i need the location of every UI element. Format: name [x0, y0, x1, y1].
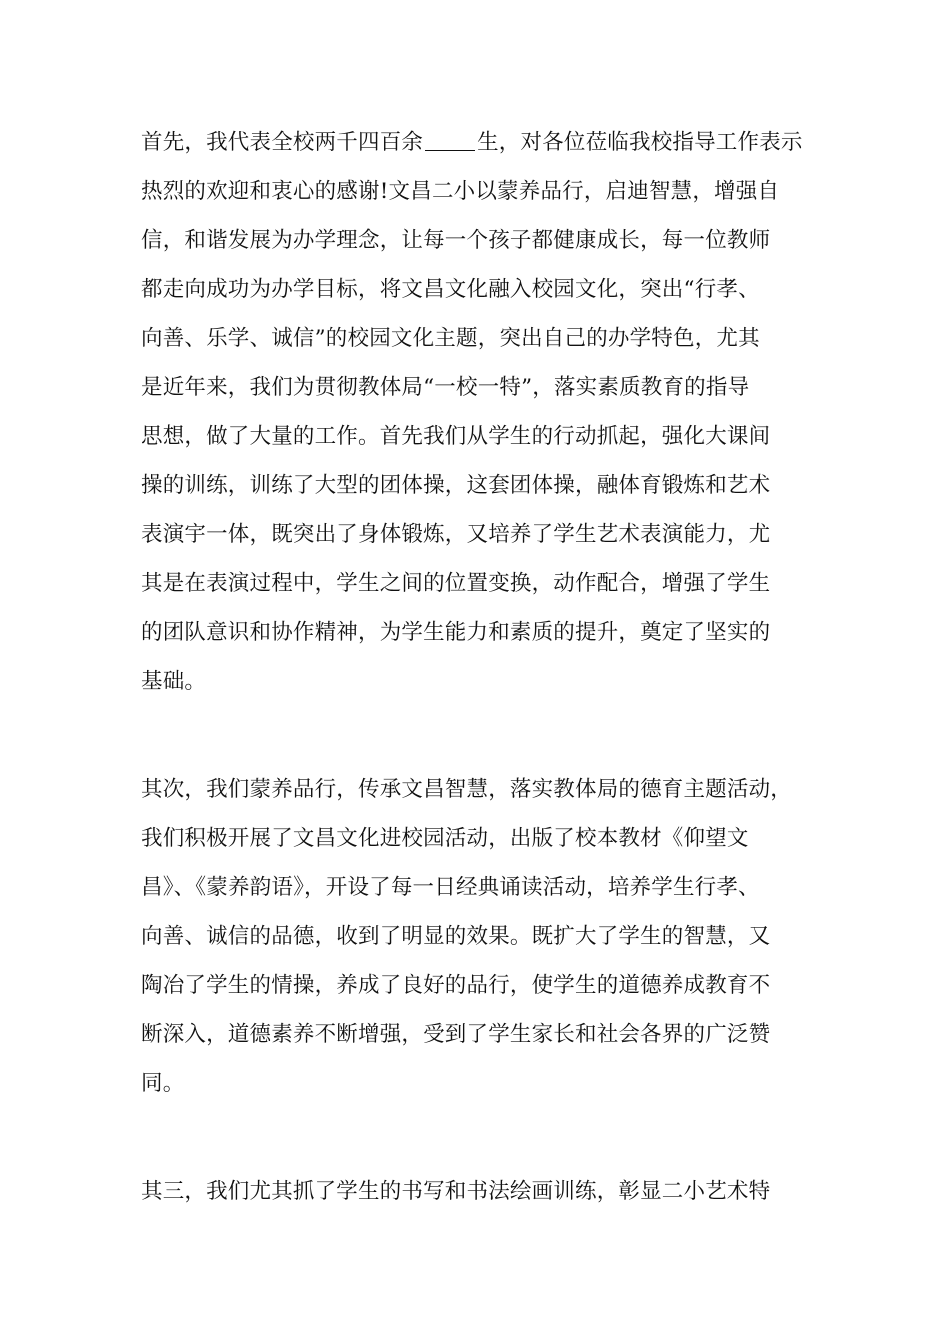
paragraph-line: 基础。: [141, 669, 207, 694]
paragraph-1: [141, 118, 803, 706]
paragraph-line: 热烈的欢迎和衷心的感谢!文昌二小以蒙养品行，启迪智慧，增强自: [141, 179, 780, 204]
paragraph-line: 信，和谐发展为办学理念，让每一个孩子都健康成长，每一位教师: [141, 228, 771, 253]
paragraph-line: 操的训练，训练了大型的团体操，这套团体操，融体育锻炼和艺术: [141, 473, 771, 498]
paragraph-line: 向善、乐学、诚信”的校园文化主题，突出自己的办学特色，尤其: [141, 326, 760, 351]
line-text: 首先，我代表全校两千四百余: [141, 130, 424, 155]
paragraph-line: 其次，我们蒙养品行，传承文昌智慧，落实教体局的德育主题活动，: [141, 777, 793, 802]
paragraph-line: 陶冶了学生的情操，养成了良好的品行，使学生的道德养成教育不: [141, 973, 771, 998]
paragraph-2: [141, 765, 792, 1108]
paragraph-line: 同。: [141, 1071, 185, 1096]
paragraph-line: 都走向成功为办学目标，将文昌文化融入校园文化，突出“行孝、: [141, 277, 760, 302]
paragraph-line: 我们积极开展了文昌文化进校园活动，出版了校本教材《仰望文: [141, 826, 749, 851]
paragraph-3: [141, 1167, 770, 1216]
paragraph-line: 的团队意识和协作精神，为学生能力和素质的提升，奠定了坚实的: [141, 620, 771, 645]
fill-in-blank: [425, 128, 475, 151]
paragraph-line: 是近年来，我们为贯彻教体局“一校一特”，落实素质教育的指导: [141, 375, 750, 400]
paragraph-line: [141, 118, 803, 167]
line-text: 生，对各位莅临我校指导工作表示: [477, 130, 803, 155]
paragraph-line: 其三，我们尤其抓了学生的书写和书法绘画训练，彰显二小艺术特: [141, 1179, 771, 1204]
paragraph-line: 其是在表演过程中，学生之间的位置变换，动作配合，增强了学生: [141, 571, 771, 596]
paragraph-line: 表演宇一体，既突出了身体锻炼，又培养了学生艺术表演能力，尤: [141, 522, 771, 547]
paragraph-line: 断深入，道德素养不断增强，受到了学生家长和社会各界的广泛赞: [141, 1022, 771, 1047]
paragraph-line: 昌》、《蒙养韵语》，开设了每一日经典诵读活动，培养学生行孝、: [141, 875, 760, 900]
paragraph-line: 向善、诚信的品德，收到了明显的效果。既扩大了学生的智慧，又: [141, 924, 771, 949]
paragraph-line: 思想，做了大量的工作。首先我们从学生的行动抓起，强化大课间: [141, 424, 771, 449]
